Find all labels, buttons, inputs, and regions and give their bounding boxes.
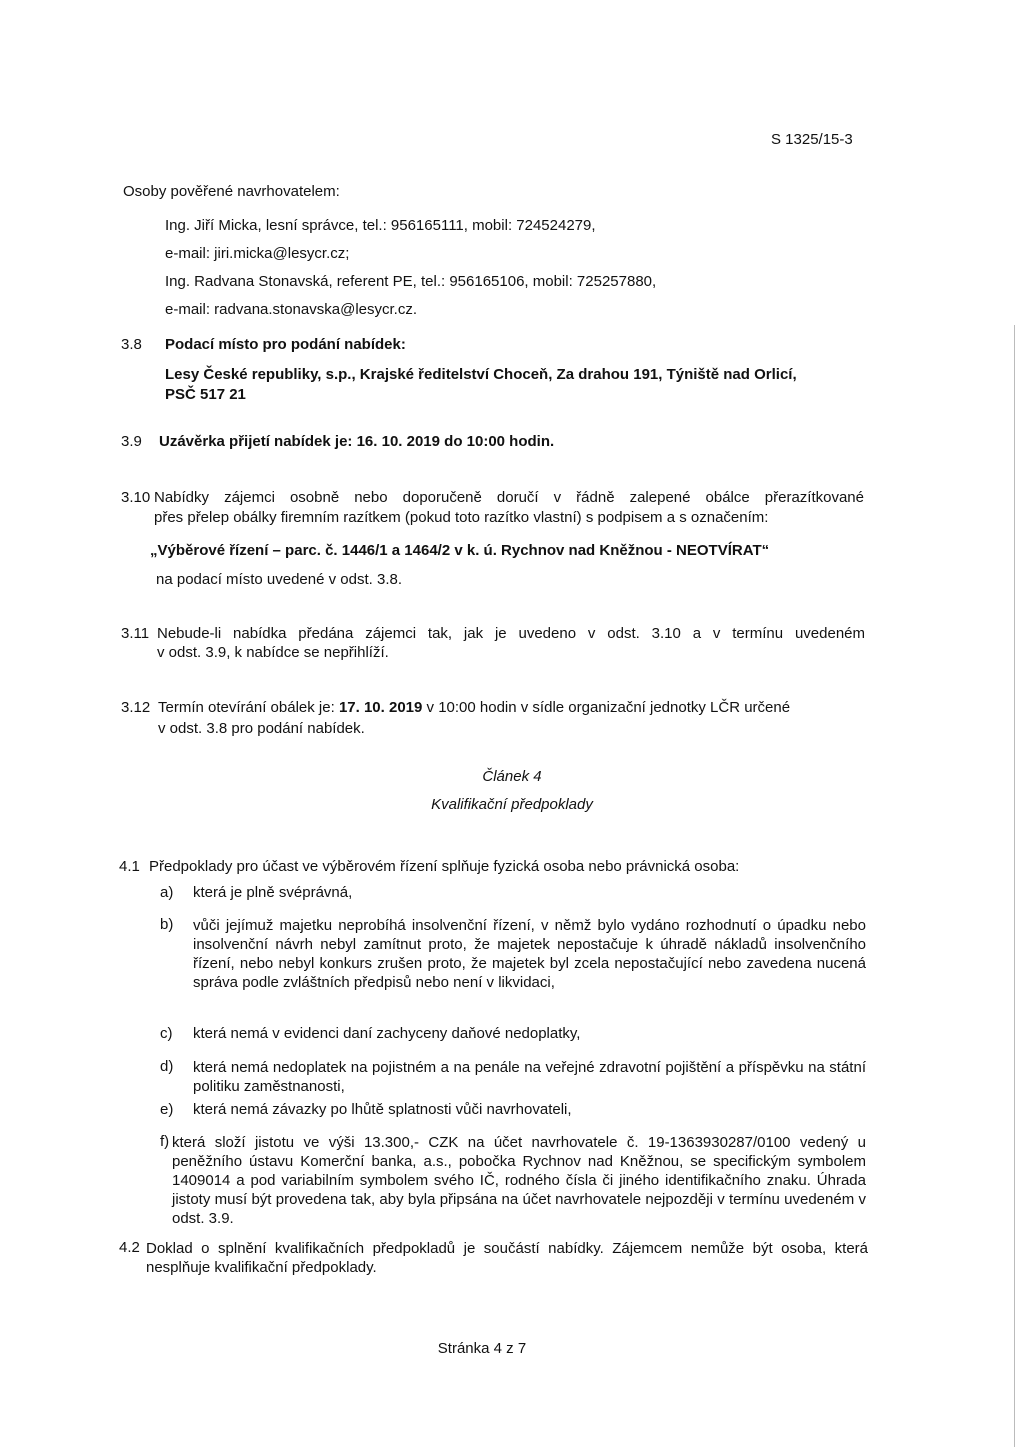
p312-text-a: Termín otevírání obálek je: (158, 699, 339, 716)
p312-text-c: v 10:00 hodin v sídle organizační jednotky LČR určené (422, 699, 791, 716)
item-f-text: která složí jistotu ve výši 13.300,- CZK na účet navrhovatele č. 19-1363930287/0100 vedený u peněžního ústavu Komerční banka, a.s., pobočka Rychnov nad Kněžnou, se specifickým symbolem 1409014 a pod variabilním symbolem svého IČ, rodného čísla či jiného identifikačního znaku. Úhrada jistoty musí být provedena tak, aby byla připsána na účet navrhovatele nejpozději v termínu uvedeném v odst. 3.9. (172, 1134, 866, 1227)
p312-date: 17. 10. 2019 (338, 699, 423, 716)
item-d-text: která nemá nedoplatek na pojistném a na penále na veřejné zdravotní pojištění a příspěvku na státní politiku zaměstnanosti, (193, 1059, 866, 1095)
item-b-text: vůči jejímuž majetku neprobíhá insolvenční řízení, v němž bylo vydáno rozhodnutí o úpadku nebo insolvenční návrh nebyl zamítnut proto, že majetek nepostačuje k úhradě nákladů insolvenčního řízení, nebo nebyl konkurs zrušen proto, že majetek byl zcela nepostačující nebo zavedena nucená správa podle zvláštních předpisů nebo není v likvidaci, (193, 917, 866, 991)
p312-number: 3.12 (121, 699, 151, 716)
p38-number: 3.8 (121, 336, 142, 353)
p310-number: 3.10 (121, 489, 151, 506)
p42-number: 4.2 (119, 1239, 140, 1256)
p312-line1 (158, 699, 865, 716)
p310-envelope-label: „Výběrové řízení – parc. č. 1446/1 a 1464/2 v k. ú. Rychnov nad Kněžnou - NEOTVÍRAT“ (150, 542, 770, 559)
p311-number: 3.11 (121, 625, 150, 642)
item-a-text: která je plně svéprávná, (193, 884, 353, 901)
p41-text: Předpoklady pro účast ve výběrovém řízení splňuje fyzická osoba nebo právnická osoba: (149, 858, 740, 875)
article-subtitle: Kvalifikační předpoklady (431, 796, 593, 813)
item-c-text: která nemá v evidenci daní zachyceny daňové nedoplatky, (193, 1025, 581, 1042)
p42-text: Doklad o splnění kvalifikačních předpokladů je součástí nabídky. Zájemcem nemůže být osoba, která nesplňuje kvalifikační předpoklady. (146, 1240, 868, 1276)
item-c-label: c) (160, 1025, 173, 1042)
page-number: Stránka 4 z 7 (437, 1340, 527, 1357)
article-title: Článek 4 (482, 768, 542, 785)
contact1-email: e-mail: jiri.micka@lesycr.cz; (165, 245, 350, 262)
contacts-heading: Osoby pověřené navrhovatelem: (123, 183, 340, 200)
p310-line1: Nabídky zájemci osobně nebo doporučeně doručí v řádně zalepené obálce přerazítkované (154, 489, 864, 506)
p38-title: Podací místo pro podání nabídek: (165, 336, 406, 353)
contact1-line1: Ing. Jiří Micka, lesní správce, tel.: 956165111, mobil: 724524279, (165, 217, 596, 234)
scan-edge-line (1014, 325, 1015, 1447)
p38-address-line2: PSČ 517 21 (165, 386, 246, 403)
item-a-label: a) (160, 884, 174, 901)
contact2-line1: Ing. Radvana Stonavská, referent PE, tel.: 956165106, mobil: 725257880, (165, 273, 657, 290)
item-f-label: f) (160, 1133, 170, 1150)
p41-number: 4.1 (119, 858, 140, 875)
p311-line1: Nebude-li nabídka předána zájemci tak, jak je uvedeno v odst. 3.10 a v termínu uvedeném (157, 625, 865, 642)
p310-line2: přes přelep obálky firemním razítkem (pokud toto razítko vlastní) s podpisem a s označením: (154, 509, 769, 526)
contact2-email: e-mail: radvana.stonavska@lesycr.cz. (165, 301, 417, 318)
p310-line3: na podací místo uvedené v odst. 3.8. (156, 571, 402, 588)
p312-line2: v odst. 3.8 pro podání nabídek. (158, 720, 365, 737)
item-e-label: e) (160, 1101, 174, 1118)
document-code: S 1325/15-3 (771, 131, 853, 148)
item-d-label: d) (160, 1058, 174, 1075)
item-b-label: b) (160, 916, 174, 933)
p39-number: 3.9 (121, 433, 142, 450)
p39-deadline: Uzávěrka přijetí nabídek je: 16. 10. 2019 do 10:00 hodin. (159, 433, 555, 450)
item-e-text: která nemá závazky po lhůtě splatnosti vůči navrhovateli, (193, 1101, 572, 1118)
p311-line2: v odst. 3.9, k nabídce se nepřihlíží. (157, 644, 389, 661)
p38-address-line1: Lesy České republiky, s.p., Krajské ředitelství Choceň, Za drahou 191, Týniště nad Orlicí, (165, 366, 797, 383)
